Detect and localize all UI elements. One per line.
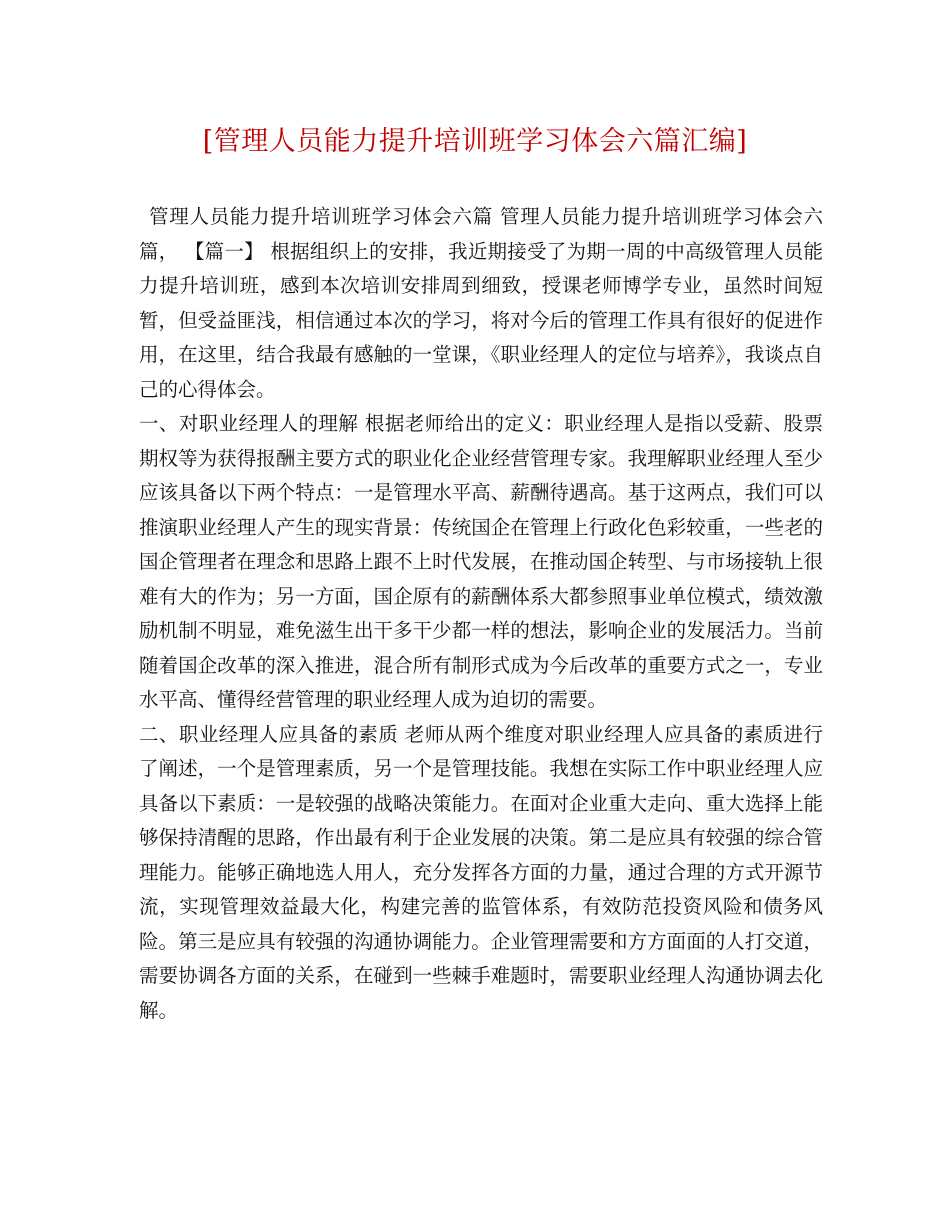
document-title: [管理人员能力提升培训班学习体会六篇汇编] [202, 126, 748, 157]
paragraph-intro: 管理人员能力提升培训班学习体会六篇 管理人员能力提升培训班学习体会六篇， 【篇一】 根据组织上的安排，我近期接受了为期一周的中高级管理人员能力提升培训班，感到本次培训安排周到细致，授课老师博学专业，虽然时间短暂，但受益匪浅，相信通过本次的学习，将对今后的管理工作具有很好的促进作用，在这里，结合我最有感触的一堂课，《职业经理人的定位与培养》，我谈点自己的心得体会。 [139, 205, 823, 401]
paragraph-section-two: 二、职业经理人应具备的素质 老师从两个维度对职业经理人应具备的素质进行了阐述，一个是管理素质，另一个是管理技能。我想在实际工作中职业经理人应具备以下素质：一是较强的战略决策能力。在面对企业重大走向、重大选择上能够保持清醒的思路，作出最有利于企业发展的决策。第二是应具有较强的综合管理能力。能够正确地选人用人，充分发挥各方面的力量，通过合理的方式开源节流，实现管理效益最大化，构建完善的监管体系，有效防范投资风险和债务风险。第三是应具有较强的沟通协调能力。企业管理需要和方方面面的人打交道，需要协调各方面的关系，在碰到一些棘手难题时，需要职业经理人沟通协调去化解。 [139, 722, 823, 1022]
document-body [139, 200, 823, 1028]
paragraph-section-one: 一、对职业经理人的理解 根据老师给出的定义：职业经理人是指以受薪、股票期权等为获得报酬主要方式的职业化企业经营管理专家。我理解职业经理人至少应该具备以下两个特点：一是管理水平高、薪酬待遇高。基于这两点，我们可以推演职业经理人产生的现实背景：传统国企在管理上行政化色彩较重，一些老的国企管理者在理念和思路上跟不上时代发展，在推动国企转型、与市场接轨上很难有大的作为；另一方面，国企原有的薪酬体系大都参照事业单位模式，绩效激励机制不明显，难免滋生出干多干少都一样的想法，影响企业的发展活力。当前随着国企改革的深入推进，混合所有制形式成为今后改革的重要方式之一，专业水平高、懂得经营管理的职业经理人成为迫切的需要。 [139, 412, 823, 711]
